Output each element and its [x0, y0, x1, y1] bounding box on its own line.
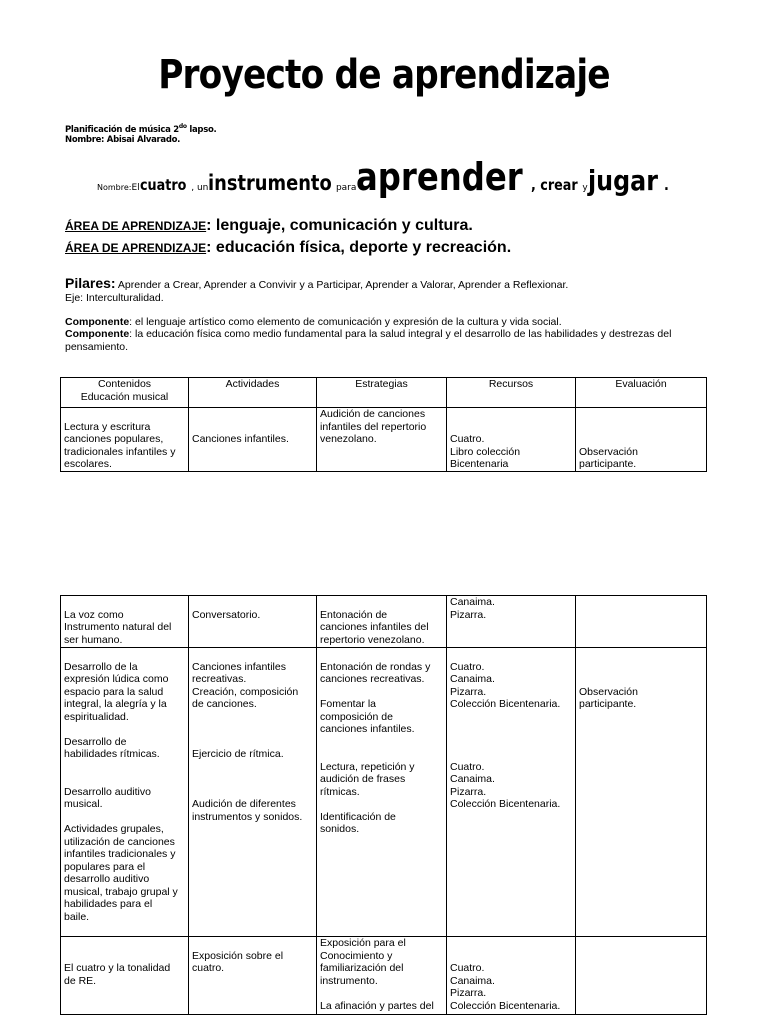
area-line-2: ÁREA DE APRENDIZAJE: educación física, deporte y recreación. — [65, 239, 512, 256]
header-contenidos: Contenidos Educación musical — [61, 378, 189, 408]
cell-estrategias: Entonación de rondas y canciones recreativas. Fomentar la composición de canciones infantiles. Lectura, repetición y audición de frases rítmicas. Identificación de sonidos. — [317, 648, 447, 937]
cell-estrategias: Audición de canciones infantiles del repertorio venezolano. — [317, 408, 447, 472]
area-line-1: ÁREA DE APRENDIZAJE: lenguaje, comunicación y cultura. — [65, 217, 473, 234]
cell-contenidos: Desarrollo de la expresión lúdica como espacio para la salud integral, la alegría y la espiritualidad. Desarrollo de habilidades rítmicas. Desarrollo auditivo musical. Actividades grupales, utilización de canciones infantiles tradicionales y populares para el desarrollo auditivo musical, trabajo grupal y habilidades para el baile. — [61, 648, 189, 937]
cell-evaluacion: Observación participante. — [576, 408, 707, 472]
planificacion-line: Planificación de música $2^{do}$ lapso. — [65, 123, 217, 135]
header-recursos: Recursos — [447, 378, 576, 408]
componente-line-2: Componente: la educación física como medio fundamental para la salud integral y el desarrollo de las habilidades y destrezas del pensamiento. — [65, 328, 672, 353]
cell-contenidos: La voz como Instrumento natural del ser humano. — [61, 596, 189, 648]
cell-recursos: Cuatro. Canaima. Pizarra. Colección Bicentenaria. Cuatro. Canaima. Pizarra. Colección Bicentenaria. — [447, 648, 576, 937]
cell-recursos: Cuatro. Libro colección Bicentenaria — [447, 408, 576, 472]
cell-actividades: Conversatorio. — [189, 596, 317, 648]
planning-table-2 — [60, 595, 707, 1015]
project-name-headline: Nombre:Elcuatro , uninstrumentoparaaprender , crearyjugar . — [97, 155, 669, 199]
cell-estrategias: Entonación de canciones infantiles del repertorio venezolano. — [317, 596, 447, 648]
page-title: Proyecto de aprendizaje — [158, 52, 610, 98]
planning-table-1 — [60, 377, 707, 472]
cell-evaluacion: Observación participante. — [576, 648, 707, 937]
header-evaluacion: Evaluación — [576, 378, 707, 408]
header-actividades: Actividades — [189, 378, 317, 408]
cell-actividades: Exposición sobre el cuatro. — [189, 937, 317, 1015]
cell-contenidos: El cuatro y la tonalidad de RE. — [61, 937, 189, 1015]
header-estrategias: Estrategias — [317, 378, 447, 408]
componente-line-1: Componente: el lenguaje artístico como elemento de comunicación y expresión de la cultura y vida social. — [65, 316, 562, 328]
cell-contenidos: Lectura y escritura canciones populares, tradicionales infantiles y escolares. — [61, 408, 189, 472]
cell-actividades: Canciones infantiles recreativas. Creación, composición de canciones. Ejercicio de rítmica. Audición de diferentes instrumentos y sonidos. — [189, 648, 317, 937]
cell-recursos: Cuatro. Canaima. Pizarra. Colección Bicentenaria. — [447, 937, 576, 1015]
cell-evaluacion — [576, 596, 707, 648]
cell-estrategias: Exposición para el Conocimiento y familiarización del instrumento. La afinación y partes del — [317, 937, 447, 1015]
table-row — [61, 648, 707, 937]
cell-recursos: Canaima. Pizarra. — [447, 596, 576, 648]
table-header-row — [61, 378, 707, 408]
table-row — [61, 937, 707, 1015]
table-row — [61, 408, 707, 472]
eje-line: Eje: Interculturalidad. — [65, 292, 164, 304]
cell-actividades: Canciones infantiles. — [189, 408, 317, 472]
table-row — [61, 596, 707, 648]
pilares-line: Pilares: Aprender a Crear, Aprender a Convivir y a Participar, Aprender a Valorar, Aprender a Reflexionar. — [65, 275, 569, 291]
cell-evaluacion — [576, 937, 707, 1015]
author-line: Nombre: Abisai Alvarado. — [65, 135, 181, 145]
